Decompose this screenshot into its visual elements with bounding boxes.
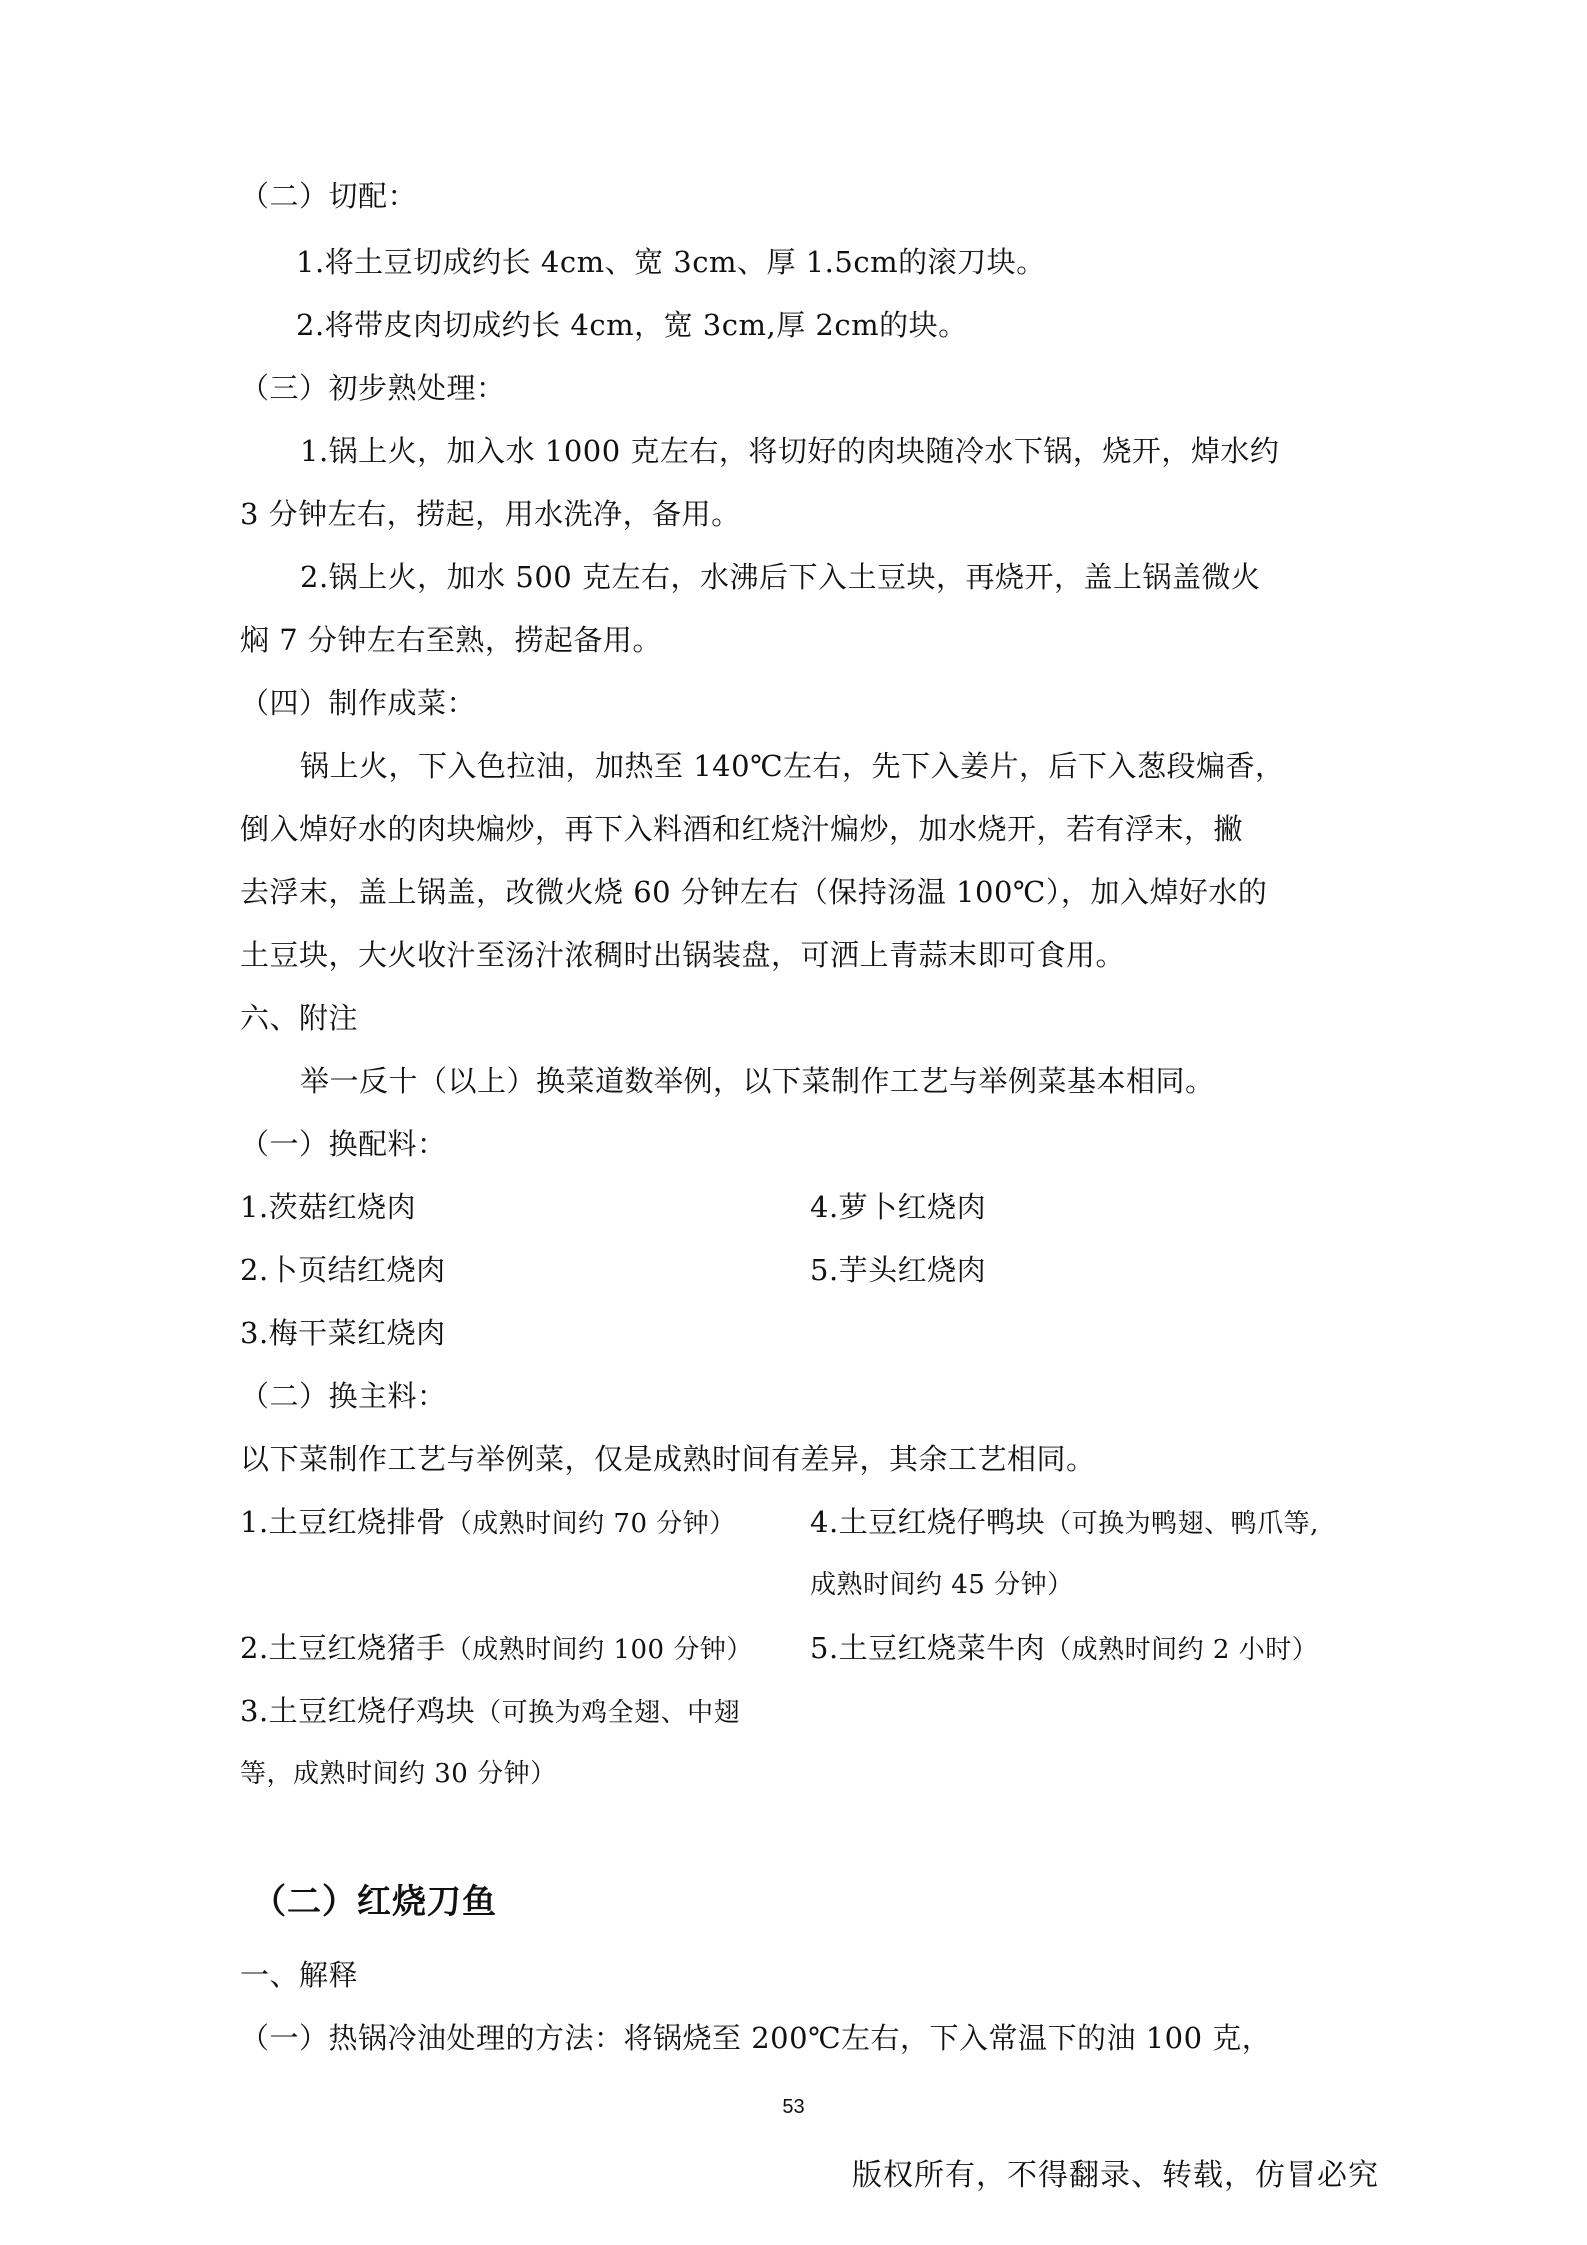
preprocess-step-2-line-1: 2.锅上火，加水 500 克左右，水沸后下入土豆块，再烧开，盖上锅盖微火: [300, 560, 1261, 594]
dish-note-continued: 等，成熟时间约 30 分钟）: [240, 1759, 557, 1789]
dish-name: 4.土豆红烧仔鸭块: [810, 1505, 1046, 1539]
substitute-main-heading: （二）换主料：: [240, 1379, 447, 1413]
list-item: 1.茨菇红烧肉: [240, 1190, 417, 1224]
dish-note: （成熟时间约 70 分钟）: [445, 1509, 736, 1539]
substitute-side-heading: （一）换配料：: [240, 1127, 447, 1161]
finishing-paragraph-line-3: 去浮末，盖上锅盖，改微火烧 60 分钟左右（保持汤温 100℃），加入焯好水的: [240, 875, 1268, 909]
notes-intro: 举一反十（以上）换菜道数举例，以下菜制作工艺与举例菜基本相同。: [300, 1064, 1215, 1098]
dish-name: 3.土豆红烧仔鸡块: [240, 1694, 476, 1728]
section-finishing-heading: （四）制作成菜：: [240, 686, 477, 720]
list-item: [810, 1502, 1319, 1544]
list-item: 5.芋头红烧肉: [810, 1253, 987, 1287]
explanation-line-1: （一）热锅冷油处理的方法：将锅烧至 200℃左右，下入常温下的油 100 克，: [240, 2021, 1272, 2055]
section-preprocess-heading: （三）初步熟处理：: [240, 371, 506, 405]
finishing-paragraph-line-4: 土豆块，大火收汁至汤汁浓稠时出锅装盘，可洒上青蒜末即可食用。: [240, 938, 1126, 972]
cutting-step-2: 2.将带皮肉切成约长 4cm，宽 3cm,厚 2cm的块。: [296, 308, 968, 342]
section-cutting-heading: （二）切配：: [240, 179, 418, 213]
dish-note: （可换为鸭翅、鸭爪等,: [1045, 1509, 1319, 1539]
finishing-paragraph-line-1: 锅上火，下入色拉油，加热至 140℃左右，先下入姜片，后下入葱段煸香，: [300, 749, 1285, 783]
list-item: [240, 1628, 753, 1670]
list-item: [240, 1691, 740, 1733]
recipe-title: （二）红烧刀鱼: [252, 1882, 497, 1922]
section-notes-heading: 六、附注: [240, 1001, 359, 1035]
list-item: [810, 1628, 1318, 1670]
copyright-footer: 版权所有，不得翻录、转载，仿冒必究: [852, 2158, 1379, 2193]
list-item: [240, 1502, 736, 1544]
dish-name: 2.土豆红烧猪手: [240, 1631, 446, 1665]
dish-note: （可换为鸡全翅、中翅: [475, 1698, 741, 1728]
dish-note: （成熟时间约 2 小时）: [1045, 1635, 1319, 1665]
list-item: 2.卜页结红烧肉: [240, 1253, 446, 1287]
dish-name: 5.土豆红烧菜牛肉: [810, 1631, 1046, 1665]
dish-name: 1.土豆红烧排骨: [240, 1505, 446, 1539]
substitute-main-intro: 以下菜制作工艺与举例菜，仅是成熟时间有差异，其余工艺相同。: [240, 1442, 1096, 1476]
list-item: 3.梅干菜红烧肉: [240, 1316, 446, 1350]
list-item: 4.萝卜红烧肉: [810, 1190, 987, 1224]
preprocess-step-1-line-1: 1.锅上火，加入水 1000 克左右，将切好的肉块随冷水下锅，烧开，焯水约: [300, 434, 1280, 468]
finishing-paragraph-line-2: 倒入焯好水的肉块煸炒，再下入料酒和红烧汁煸炒，加水烧开，若有浮末，撇: [240, 812, 1244, 846]
preprocess-step-1-line-2: 3 分钟左右，捞起，用水洗净，备用。: [240, 497, 741, 531]
preprocess-step-2-line-2: 焖 7 分钟左右至熟，捞起备用。: [240, 623, 662, 657]
page-number: 53: [782, 2096, 805, 2118]
cutting-step-1: 1.将土豆切成约长 4cm、宽 3cm、厚 1.5cm的滚刀块。: [296, 245, 1046, 279]
dish-note-continued: 成熟时间约 45 分钟）: [810, 1570, 1074, 1600]
explanation-heading: 一、解释: [240, 1958, 359, 1992]
dish-note: （成熟时间约 100 分钟）: [445, 1635, 753, 1665]
